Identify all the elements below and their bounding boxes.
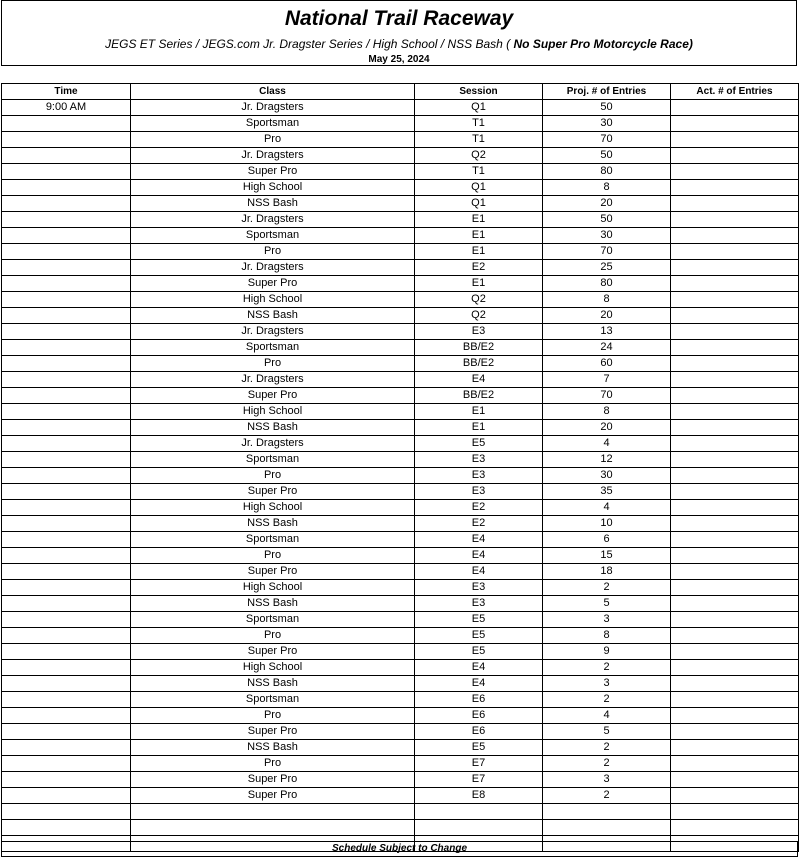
projected-entries-cell: 2 (543, 740, 671, 756)
actual-entries-cell (671, 692, 799, 708)
actual-entries-cell (671, 212, 799, 228)
table-row (2, 100, 799, 116)
session-cell: E5 (415, 612, 543, 628)
projected-entries-cell: 4 (543, 500, 671, 516)
class-cell: Jr. Dragsters (131, 372, 415, 388)
actual-entries-cell (671, 500, 799, 516)
session-cell: E6 (415, 708, 543, 724)
actual-entries-cell (671, 324, 799, 340)
table-row (2, 436, 799, 452)
time-cell (2, 628, 131, 644)
actual-entries-cell (671, 788, 799, 804)
class-cell: High School (131, 500, 415, 516)
table-row (2, 612, 799, 628)
projected-entries-cell: 50 (543, 100, 671, 116)
session-cell: Q1 (415, 180, 543, 196)
time-cell (2, 244, 131, 260)
time-cell (2, 612, 131, 628)
column-header-session: Session (415, 84, 543, 100)
session-cell: E1 (415, 244, 543, 260)
time-cell (2, 788, 131, 804)
session-cell: Q1 (415, 196, 543, 212)
session-cell: T1 (415, 164, 543, 180)
session-cell: Q1 (415, 100, 543, 116)
class-cell: Super Pro (131, 564, 415, 580)
class-cell: Sportsman (131, 612, 415, 628)
time-cell (2, 292, 131, 308)
time-cell (2, 180, 131, 196)
class-cell: Pro (131, 628, 415, 644)
schedule-table (1, 83, 799, 852)
time-cell (2, 804, 131, 820)
session-cell: E3 (415, 468, 543, 484)
time-cell (2, 196, 131, 212)
actual-entries-cell (671, 708, 799, 724)
table-row (2, 564, 799, 580)
class-cell: High School (131, 404, 415, 420)
projected-entries-cell: 35 (543, 484, 671, 500)
time-cell (2, 228, 131, 244)
projected-entries-cell: 50 (543, 148, 671, 164)
class-cell: Pro (131, 132, 415, 148)
class-cell: NSS Bash (131, 516, 415, 532)
table-row (2, 212, 799, 228)
class-cell: High School (131, 292, 415, 308)
projected-entries-cell: 50 (543, 212, 671, 228)
time-cell (2, 388, 131, 404)
actual-entries-cell (671, 612, 799, 628)
actual-entries-cell (671, 404, 799, 420)
projected-entries-cell: 25 (543, 260, 671, 276)
actual-entries-cell (671, 356, 799, 372)
class-cell: Sportsman (131, 692, 415, 708)
class-cell: Super Pro (131, 484, 415, 500)
time-cell (2, 404, 131, 420)
class-cell: High School (131, 180, 415, 196)
header-box (1, 0, 797, 66)
projected-entries-cell: 5 (543, 596, 671, 612)
class-cell: Super Pro (131, 788, 415, 804)
time-cell (2, 340, 131, 356)
table-row (2, 660, 799, 676)
table-row (2, 724, 799, 740)
actual-entries-cell (671, 548, 799, 564)
time-cell (2, 212, 131, 228)
table-row (2, 756, 799, 772)
projected-entries-cell: 70 (543, 244, 671, 260)
time-cell (2, 116, 131, 132)
session-cell: E1 (415, 276, 543, 292)
time-cell: 9:00 AM (2, 100, 131, 116)
actual-entries-cell (671, 564, 799, 580)
class-cell: Jr. Dragsters (131, 100, 415, 116)
projected-entries-cell (543, 804, 671, 820)
session-cell: E6 (415, 692, 543, 708)
class-cell: NSS Bash (131, 308, 415, 324)
table-row (2, 372, 799, 388)
time-cell (2, 740, 131, 756)
session-cell: E4 (415, 372, 543, 388)
class-cell: Super Pro (131, 276, 415, 292)
session-cell: BB/E2 (415, 388, 543, 404)
table-row (2, 548, 799, 564)
class-cell: Sportsman (131, 116, 415, 132)
session-cell: E5 (415, 436, 543, 452)
session-cell: E2 (415, 260, 543, 276)
time-cell (2, 724, 131, 740)
projected-entries-cell: 8 (543, 628, 671, 644)
class-cell: Jr. Dragsters (131, 212, 415, 228)
time-cell (2, 820, 131, 836)
time-cell (2, 132, 131, 148)
actual-entries-cell (671, 740, 799, 756)
projected-entries-cell: 8 (543, 404, 671, 420)
subtitle-main: JEGS ET Series / JEGS.com Jr. Dragster Series / High School / NSS Bash ( (105, 37, 511, 51)
projected-entries-cell: 3 (543, 676, 671, 692)
time-cell (2, 452, 131, 468)
time-cell (2, 692, 131, 708)
actual-entries-cell (671, 468, 799, 484)
projected-entries-cell: 6 (543, 532, 671, 548)
table-row (2, 532, 799, 548)
class-cell: NSS Bash (131, 740, 415, 756)
projected-entries-cell: 20 (543, 420, 671, 436)
session-cell: E2 (415, 500, 543, 516)
table-row (2, 340, 799, 356)
session-cell: E5 (415, 740, 543, 756)
actual-entries-cell (671, 660, 799, 676)
table-row (2, 772, 799, 788)
actual-entries-cell (671, 340, 799, 356)
projected-entries-cell: 60 (543, 356, 671, 372)
table-row (2, 244, 799, 260)
actual-entries-cell (671, 804, 799, 820)
table-row (2, 740, 799, 756)
session-cell (415, 804, 543, 820)
table-row (2, 388, 799, 404)
time-cell (2, 260, 131, 276)
projected-entries-cell: 2 (543, 580, 671, 596)
time-cell (2, 372, 131, 388)
time-cell (2, 660, 131, 676)
table-row (2, 292, 799, 308)
class-cell: NSS Bash (131, 676, 415, 692)
projected-entries-cell: 70 (543, 132, 671, 148)
actual-entries-cell (671, 628, 799, 644)
time-cell (2, 308, 131, 324)
class-cell: Jr. Dragsters (131, 148, 415, 164)
time-cell (2, 276, 131, 292)
table-row (2, 692, 799, 708)
class-cell: Sportsman (131, 228, 415, 244)
session-cell: E6 (415, 724, 543, 740)
class-cell: Sportsman (131, 532, 415, 548)
projected-entries-cell: 3 (543, 612, 671, 628)
time-cell (2, 324, 131, 340)
actual-entries-cell (671, 420, 799, 436)
actual-entries-cell (671, 388, 799, 404)
table-row (2, 500, 799, 516)
actual-entries-cell (671, 148, 799, 164)
class-cell: Pro (131, 356, 415, 372)
session-cell: E4 (415, 660, 543, 676)
table-row (2, 228, 799, 244)
table-row (2, 452, 799, 468)
table-row (2, 820, 799, 836)
time-cell (2, 596, 131, 612)
time-cell (2, 676, 131, 692)
actual-entries-cell (671, 276, 799, 292)
table-row (2, 580, 799, 596)
projected-entries-cell: 70 (543, 388, 671, 404)
projected-entries-cell: 30 (543, 116, 671, 132)
actual-entries-cell (671, 308, 799, 324)
session-cell: E1 (415, 212, 543, 228)
class-cell: NSS Bash (131, 420, 415, 436)
table-row (2, 356, 799, 372)
session-cell: E5 (415, 628, 543, 644)
actual-entries-cell (671, 436, 799, 452)
actual-entries-cell (671, 164, 799, 180)
projected-entries-cell: 24 (543, 340, 671, 356)
table-header-row (2, 84, 799, 100)
session-cell: E7 (415, 772, 543, 788)
actual-entries-cell (671, 244, 799, 260)
actual-entries-cell (671, 820, 799, 836)
actual-entries-cell (671, 580, 799, 596)
class-cell: High School (131, 580, 415, 596)
actual-entries-cell (671, 772, 799, 788)
table-row (2, 468, 799, 484)
table-row (2, 196, 799, 212)
class-cell: Pro (131, 756, 415, 772)
projected-entries-cell: 20 (543, 196, 671, 212)
column-header-actual-entries: Act. # of Entries (671, 84, 799, 100)
table-row (2, 420, 799, 436)
actual-entries-cell (671, 532, 799, 548)
actual-entries-cell (671, 452, 799, 468)
projected-entries-cell: 13 (543, 324, 671, 340)
class-cell: Pro (131, 468, 415, 484)
footer-note: Schedule Subject to Change (1, 841, 798, 857)
projected-entries-cell: 2 (543, 692, 671, 708)
table-row (2, 308, 799, 324)
table-row (2, 708, 799, 724)
session-cell: E3 (415, 452, 543, 468)
time-cell (2, 772, 131, 788)
page-subtitle (2, 37, 796, 52)
class-cell: Jr. Dragsters (131, 324, 415, 340)
time-cell (2, 500, 131, 516)
table-row (2, 404, 799, 420)
class-cell: Jr. Dragsters (131, 260, 415, 276)
table-row (2, 324, 799, 340)
table-row (2, 644, 799, 660)
table-row (2, 484, 799, 500)
class-cell: Pro (131, 548, 415, 564)
session-cell: Q2 (415, 148, 543, 164)
schedule-body (2, 100, 799, 852)
time-cell (2, 420, 131, 436)
column-header-projected-entries: Proj. # of Entries (543, 84, 671, 100)
event-date: May 25, 2024 (368, 54, 430, 65)
table-row (2, 180, 799, 196)
table-row (2, 676, 799, 692)
session-cell: E1 (415, 404, 543, 420)
session-cell: E3 (415, 596, 543, 612)
time-cell (2, 564, 131, 580)
column-header-class: Class (131, 84, 415, 100)
projected-entries-cell: 3 (543, 772, 671, 788)
projected-entries-cell: 20 (543, 308, 671, 324)
class-cell: Super Pro (131, 772, 415, 788)
time-cell (2, 708, 131, 724)
session-cell: E1 (415, 228, 543, 244)
actual-entries-cell (671, 132, 799, 148)
actual-entries-cell (671, 724, 799, 740)
projected-entries-cell: 8 (543, 292, 671, 308)
time-cell (2, 580, 131, 596)
actual-entries-cell (671, 484, 799, 500)
projected-entries-cell: 4 (543, 436, 671, 452)
class-cell: Super Pro (131, 644, 415, 660)
session-cell: E4 (415, 532, 543, 548)
projected-entries-cell: 2 (543, 660, 671, 676)
table-row (2, 516, 799, 532)
time-cell (2, 164, 131, 180)
projected-entries-cell: 8 (543, 180, 671, 196)
actual-entries-cell (671, 228, 799, 244)
table-row (2, 164, 799, 180)
projected-entries-cell: 12 (543, 452, 671, 468)
session-cell: Q2 (415, 308, 543, 324)
session-cell: BB/E2 (415, 356, 543, 372)
projected-entries-cell: 80 (543, 276, 671, 292)
column-header-time: Time (2, 84, 131, 100)
projected-entries-cell: 30 (543, 228, 671, 244)
table-row (2, 276, 799, 292)
projected-entries-cell: 4 (543, 708, 671, 724)
time-cell (2, 148, 131, 164)
actual-entries-cell (671, 676, 799, 692)
actual-entries-cell (671, 516, 799, 532)
projected-entries-cell: 30 (543, 468, 671, 484)
session-cell: E3 (415, 580, 543, 596)
table-row (2, 148, 799, 164)
actual-entries-cell (671, 292, 799, 308)
session-cell: E3 (415, 324, 543, 340)
class-cell: Pro (131, 244, 415, 260)
projected-entries-cell: 2 (543, 756, 671, 772)
session-cell: E7 (415, 756, 543, 772)
time-cell (2, 436, 131, 452)
table-row (2, 116, 799, 132)
projected-entries-cell: 7 (543, 372, 671, 388)
actual-entries-cell (671, 644, 799, 660)
class-cell (131, 820, 415, 836)
session-cell: E2 (415, 516, 543, 532)
actual-entries-cell (671, 100, 799, 116)
session-cell: E4 (415, 676, 543, 692)
table-row (2, 788, 799, 804)
projected-entries-cell: 10 (543, 516, 671, 532)
table-row (2, 132, 799, 148)
time-cell (2, 484, 131, 500)
time-cell (2, 532, 131, 548)
class-cell: Pro (131, 708, 415, 724)
time-cell (2, 548, 131, 564)
projected-entries-cell: 15 (543, 548, 671, 564)
session-cell: Q2 (415, 292, 543, 308)
projected-entries-cell: 80 (543, 164, 671, 180)
table-row (2, 260, 799, 276)
actual-entries-cell (671, 116, 799, 132)
projected-entries-cell: 9 (543, 644, 671, 660)
session-cell: T1 (415, 132, 543, 148)
class-cell: NSS Bash (131, 196, 415, 212)
actual-entries-cell (671, 180, 799, 196)
projected-entries-cell (543, 820, 671, 836)
class-cell: Super Pro (131, 164, 415, 180)
projected-entries-cell: 2 (543, 788, 671, 804)
time-cell (2, 468, 131, 484)
session-cell: E4 (415, 564, 543, 580)
table-row (2, 628, 799, 644)
class-cell: Jr. Dragsters (131, 436, 415, 452)
class-cell: Super Pro (131, 388, 415, 404)
time-cell (2, 516, 131, 532)
actual-entries-cell (671, 596, 799, 612)
table-row (2, 804, 799, 820)
session-cell: E1 (415, 420, 543, 436)
subtitle-bold: No Super Pro Motorcycle Race) (513, 37, 693, 51)
actual-entries-cell (671, 260, 799, 276)
table-row (2, 596, 799, 612)
time-cell (2, 644, 131, 660)
class-cell: High School (131, 660, 415, 676)
session-cell: E5 (415, 644, 543, 660)
actual-entries-cell (671, 372, 799, 388)
session-cell: E8 (415, 788, 543, 804)
session-cell (415, 820, 543, 836)
class-cell: Sportsman (131, 452, 415, 468)
session-cell: E4 (415, 548, 543, 564)
session-cell: E3 (415, 484, 543, 500)
actual-entries-cell (671, 756, 799, 772)
time-cell (2, 756, 131, 772)
class-cell: Super Pro (131, 724, 415, 740)
projected-entries-cell: 18 (543, 564, 671, 580)
class-cell: Sportsman (131, 340, 415, 356)
class-cell (131, 804, 415, 820)
actual-entries-cell (671, 196, 799, 212)
class-cell: NSS Bash (131, 596, 415, 612)
session-cell: BB/E2 (415, 340, 543, 356)
time-cell (2, 356, 131, 372)
session-cell: T1 (415, 116, 543, 132)
projected-entries-cell: 5 (543, 724, 671, 740)
page-title: National Trail Raceway (284, 7, 514, 30)
